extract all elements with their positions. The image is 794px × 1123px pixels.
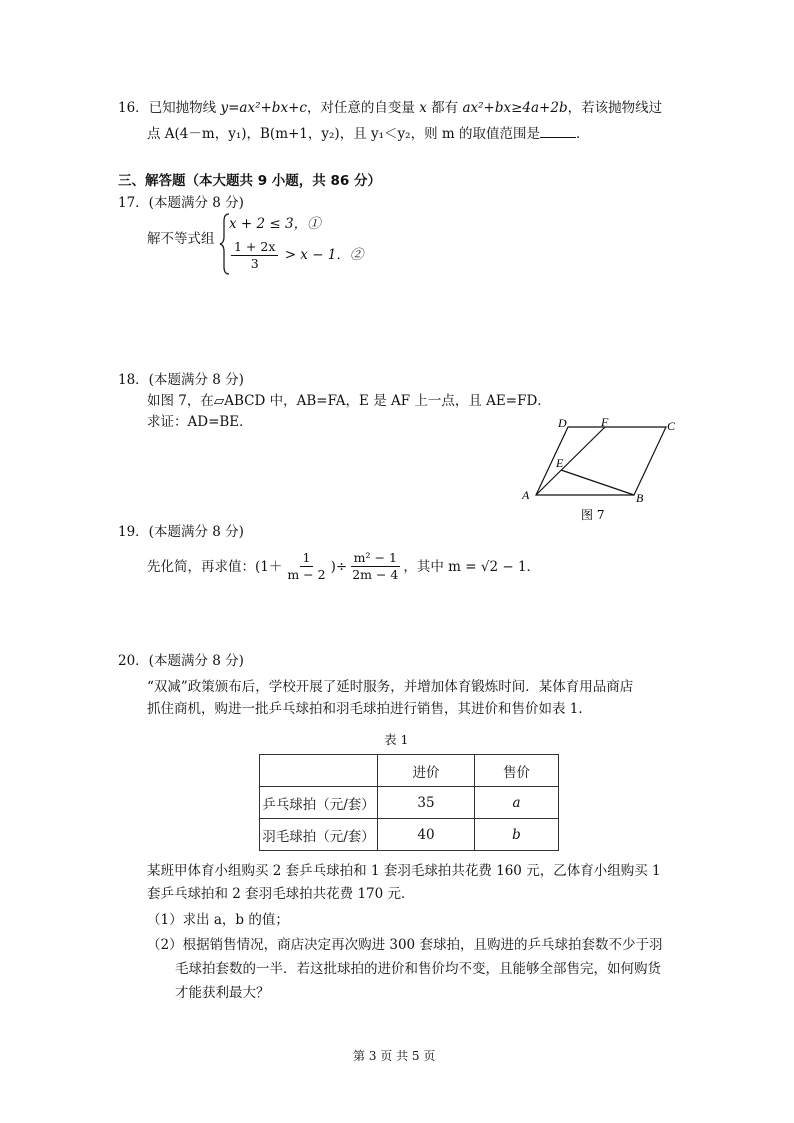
table-cell: 乒乓球拍（元/套） — [260, 787, 378, 819]
q17-inequality-2: $\frac{1 + 2x}{3}$ > x − 1．② — [229, 239, 363, 272]
q19-expression: 先化简，再求值：(1＋ $\frac{1}{m - 2}$ )÷ $\frac{\text{m² − 1}}{2m - 4}$ ，其中 m = √2 − 1． — [147, 550, 541, 582]
table-header-cell — [260, 755, 378, 787]
label-B: B — [636, 491, 644, 505]
table-cell: 35 — [378, 787, 475, 819]
table-header-cell: 售价 — [475, 755, 559, 787]
table-cell: 羽毛球拍（元/套） — [260, 819, 378, 851]
q16-line2: 点 A(4－m，y₁)，B(m+1，y₂)，且 y₁＜y₂，则 m 的取值范围是 ． — [147, 123, 589, 144]
q17-header: 17．(本题满分 8 分) — [118, 195, 244, 211]
q20-subquestion-2-line1: （2）根据销售情况，商店决定再次购进 300 套球拍，且购进的乒乓球拍套数不少于羽 — [147, 937, 663, 953]
section-title: 三、解答题（本大题共 9 小题，共 86 分） — [118, 173, 381, 189]
label-F: F — [601, 415, 609, 429]
page-footer: 第 3 页 共 5 页 — [353, 1049, 436, 1063]
q18-line1: 如图 7，在▱ABCD 中，AB=FA，E 是 AF 上一点，且 AE=FD． — [147, 393, 551, 409]
q17-lead: 解不等式组 — [147, 231, 215, 247]
table-header-cell: 进价 — [378, 755, 475, 787]
table-title: 表 1 — [384, 732, 409, 747]
table-cell: 40 — [378, 819, 475, 851]
q20-para3: 某班甲体育小组购买 2 套乒乓球拍和 1 套羽毛球拍共花费 160 元，乙体育小组购买 1 — [147, 863, 661, 879]
figure-caption: 图 7 — [581, 508, 605, 522]
q19-header: 19．(本题满分 8 分) — [118, 524, 244, 540]
q20-para1: “双减”政策颁布后，学校开展了延时服务，并增加体育锻炼时间．某体育用品商店 — [147, 679, 634, 695]
q17-inequality-1: x + 2 ≤ 3，① — [229, 216, 321, 232]
figure-7-parallelogram — [516, 412, 686, 524]
table-cell: a — [475, 787, 559, 819]
label-A: A — [522, 488, 530, 502]
table-cell: b — [475, 819, 559, 851]
q20-subquestion-1: （1）求出 a，b 的值； — [147, 912, 289, 928]
table-row — [260, 819, 559, 851]
q20-para4: 套乒乓球拍和 2 套羽毛球拍共花费 170 元． — [147, 886, 415, 902]
label-D: D — [558, 416, 567, 430]
q18-line2: 求证：AD=BE． — [147, 414, 253, 430]
table-header-row — [260, 755, 559, 787]
q18-header: 18．(本题满分 8 分) — [118, 372, 244, 388]
answer-blank[interactable] — [540, 123, 576, 138]
q20-para2: 抓住商机，购进一批乒乓球拍和羽毛球拍进行销售，其进价和售价如表 1． — [147, 701, 592, 717]
label-C: C — [667, 419, 676, 433]
price-table — [259, 754, 559, 851]
q16-line1: 16．已知抛物线 y=ax²+bx+c，对任意的自变量 x 都有 ax²+bx≥4a+2b，若该抛物线过 — [118, 100, 663, 116]
q20-subquestion-2-line3: 才能获利最大？ — [175, 985, 270, 1001]
table-row — [260, 787, 559, 819]
label-E: E — [556, 456, 564, 470]
q20-header: 20．(本题满分 8 分) — [118, 653, 244, 669]
q20-subquestion-2-line2: 毛球拍套数的一半．若这批球拍的进价和售价均不变，且能够全部售完，如何购货 — [175, 961, 661, 977]
